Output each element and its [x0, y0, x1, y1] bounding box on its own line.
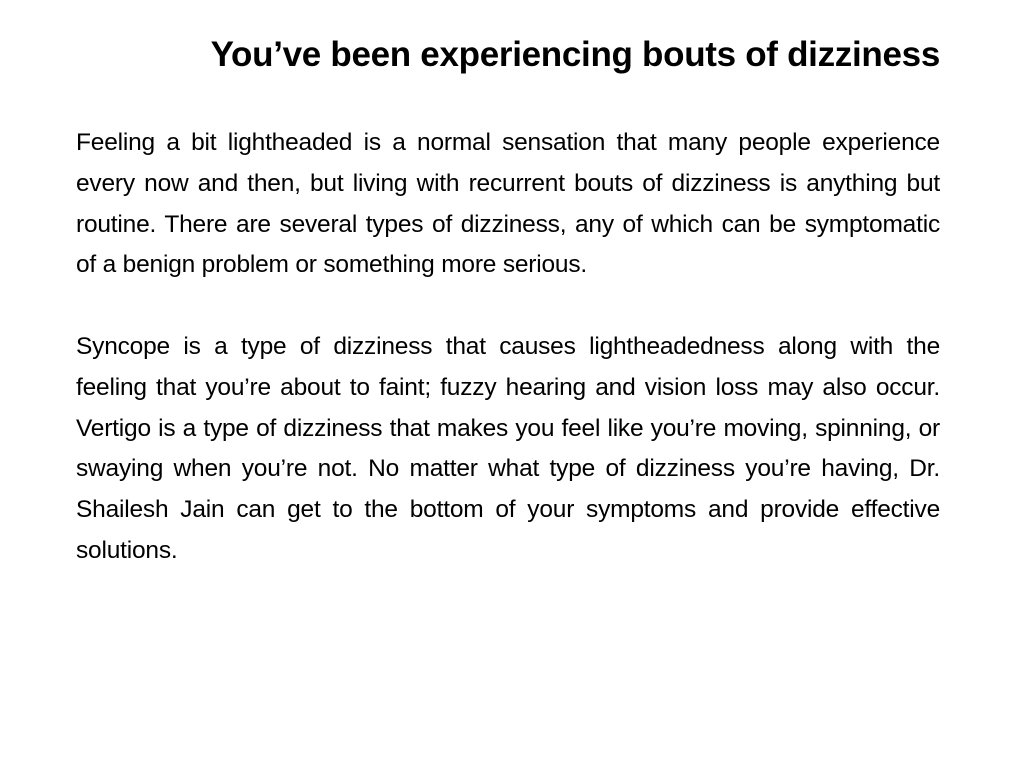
slide-title: You’ve been experiencing bouts of dizziness: [210, 35, 940, 74]
slide-body: [76, 123, 940, 572]
types-paragraph: Syncope is a type of dizziness that causes lightheadedness along with the feeling that you’re about to faint; fuzzy hearing and vision loss may also occur. Vertigo is a type of dizziness that makes you feel like you’re moving, spinning, or swaying when you’re not. No matter what type of dizziness you’re having, Dr. Shailesh Jain can get to the bottom of your symptoms and provide effective solutions.: [76, 332, 940, 564]
intro-paragraph: Feeling a bit lightheaded is a normal sensation that many people experience every now and then, but living with recurrent bouts of dizziness is anything but routine. There are several types of dizziness, any of which can be symptomatic of a benign problem or something more serious.: [76, 129, 940, 279]
